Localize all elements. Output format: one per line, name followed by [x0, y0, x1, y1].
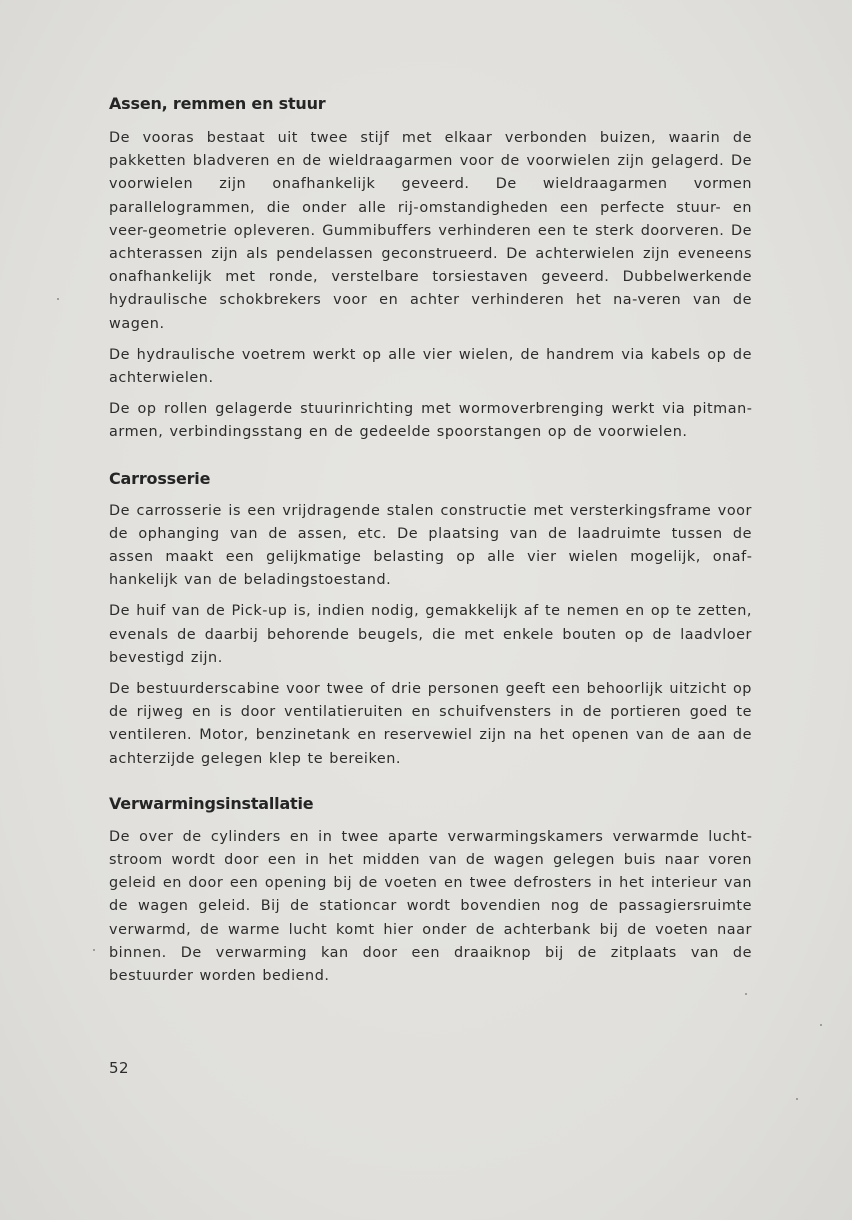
paragraph: De bestuurderscabine voor twee of drie personen geeft een behoorlijk uitzicht op de rijweg en is door ventilatieruiten en schuifvensters in de portieren goed te ventileren. Motor, benzinetank en reservewiel zijn na het openen van de aan de achterzijde gelegen klep te bereiken. [109, 681, 752, 767]
paragraph: De carrosserie is een vrijdragende stalen constructie met versterkingsframe voor de ophanging van de assen, etc. De plaatsing van de laadruimte tussen de assen maakt een gelijkmatige belasting op alle vier wielen mogelijk, onafhankelijk van de beladingstoestand. [109, 502, 752, 589]
section-carrosserie [109, 467, 752, 771]
paper-speck [796, 1098, 798, 1100]
section-verwarmingsinstallatie [109, 792, 752, 988]
paper-speck [57, 298, 59, 300]
paper-speck [820, 1024, 822, 1026]
paper-speck [93, 949, 95, 951]
paragraph: De huif van de Pick-up is, indien nodig, gemakkelijk af te nemen en op te zetten, evenals de daarbij behorende beugels, die met enkele bouten op de laadvloer bevestigd zijn. [109, 603, 752, 666]
page-content [109, 92, 752, 996]
page-number: 52 [109, 1059, 130, 1077]
paragraph: De over de cylinders en in twee aparte verwarmingskamers verwarmde luchtstroom wordt door een in het midden van de wagen gelegen buis naar voren geleid en door een opening bij de voeten en twee defrosters in het interieur van de wagen geleid. Bij de stationcar wordt bovendien nog de passagiersruimte verwarmd, de warme lucht komt hier onder de achterbank bij de voeten naar binnen. De verwarming kan door een draaiknop bij de zitplaats van de bestuurder worden bediend. [109, 828, 752, 985]
section-heading: Assen, remmen en stuur [109, 94, 326, 113]
paragraph: De vooras bestaat uit twee stijf met elkaar verbonden buizen, waarin de pakketten bladveren en de wieldraagarmen voor de voorwielen zijn gelagerd. De voorwielen zijn onafhankelijk geveerd. De wieldraagarmen vormen parallelogrammen, die onder alle rij-omstandigheden een perfecte stuur- en veer-geometrie opleveren. Gummibuffers verhinderen een te sterk doorveren. De achterassen zijn als pendelassen geconstrueerd. De achterwielen zijn eveneens onafhankelijk met ronde, verstelbare torsiestaven geveerd. Dubbelwerkende hydraulische schokbrekers voor en achter verhinderen het na-veren van de wagen. [109, 130, 752, 332]
section-heading: Carrosserie [109, 468, 211, 488]
section-heading: Verwarmingsinstallatie [109, 793, 314, 813]
paragraph: De hydraulische voetrem werkt op alle vier wielen, de handrem via kabels op de achterwielen. [109, 346, 752, 387]
paper-speck [745, 993, 747, 995]
section-assen-remmen-stuur [109, 92, 752, 445]
paragraph: De op rollen gelagerde stuurinrichting met wormoverbrenging werkt via pitmanarmen, verbindingsstang en de gedeelde spoorstangen op de voorwielen. [109, 401, 752, 441]
